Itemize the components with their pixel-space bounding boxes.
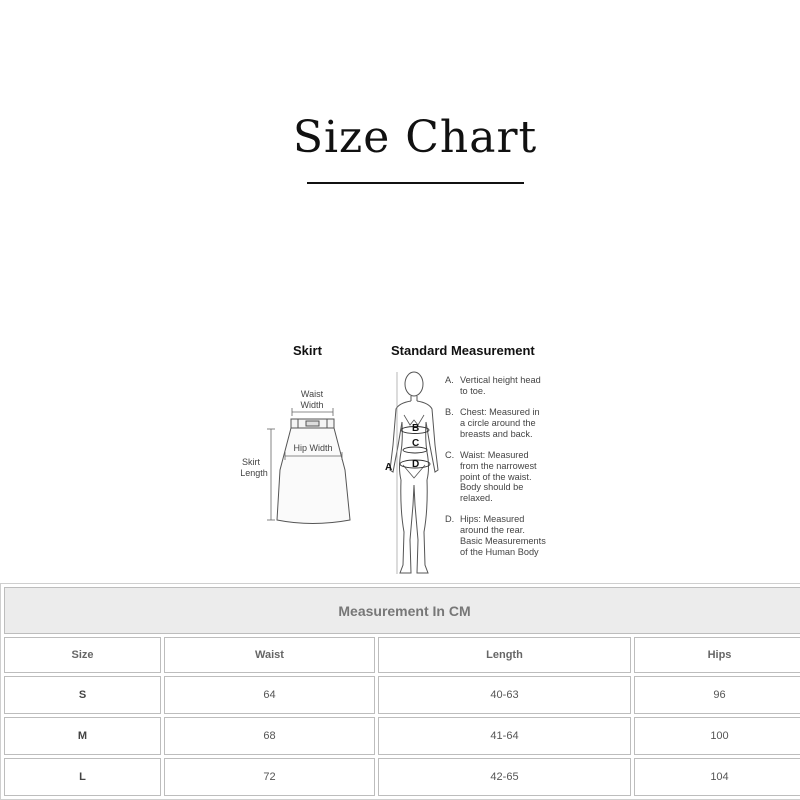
header-size: Size: [4, 637, 161, 673]
waist-cell: 68: [164, 717, 375, 755]
note-b-line: Chest: Measured in: [460, 407, 540, 417]
note-c-line: point of the waist.: [460, 472, 532, 482]
note-d-line: Basic Measurements: [460, 536, 546, 546]
waist-cell: 72: [164, 758, 375, 796]
note-a-line: Vertical height head: [460, 375, 541, 385]
skirt-length-label: Skirt: [242, 457, 260, 467]
skirt-heading: Skirt: [293, 343, 322, 358]
waist-width-label: Waist: [300, 389, 324, 399]
length-cell: 41-64: [378, 717, 631, 755]
table-caption: Measurement In CM: [4, 587, 800, 634]
hip-width-label: Hip Width: [293, 443, 333, 453]
size-cell: S: [4, 676, 161, 714]
length-cell: 40-63: [378, 676, 631, 714]
table-row: [4, 717, 800, 755]
hips-cell: 104: [634, 758, 800, 796]
note-b-line: a circle around the: [460, 418, 536, 428]
size-cell: L: [4, 758, 161, 796]
table-caption-row: [4, 587, 800, 634]
marker-a: A: [385, 462, 393, 473]
body-measure-lines: [397, 372, 430, 574]
table-row: [4, 676, 800, 714]
hips-cell: 100: [634, 717, 800, 755]
note-letter-a: A.: [445, 375, 454, 385]
standard-measurement-heading: Standard Measurement: [391, 343, 535, 358]
note-c-line: Waist: Measured: [460, 450, 529, 460]
table-row: [4, 758, 800, 796]
header-hips: Hips: [634, 637, 800, 673]
marker-c: C: [412, 438, 420, 449]
note-letter-d: D.: [445, 514, 455, 524]
table-header-row: [4, 637, 800, 673]
note-d-line: around the rear.: [460, 525, 525, 535]
skirt-illustration: [277, 419, 350, 524]
note-c-line: from the narrowest: [460, 461, 537, 471]
measurement-notes: [445, 375, 546, 557]
page-title: Size Chart: [292, 112, 538, 163]
size-cell: M: [4, 717, 161, 755]
length-cell: 42-65: [378, 758, 631, 796]
note-d-line: Hips: Measured: [460, 514, 525, 524]
marker-b: B: [412, 423, 420, 434]
waist-width-label: Width: [300, 400, 324, 410]
hips-cell: 96: [634, 676, 800, 714]
note-c-line: relaxed.: [460, 493, 493, 503]
measurement-diagram: [0, 330, 800, 580]
note-a-line: to toe.: [460, 386, 486, 396]
title-underline: [307, 182, 524, 184]
note-d-line: of the Human Body: [460, 547, 539, 557]
waist-cell: 64: [164, 676, 375, 714]
header-waist: Waist: [164, 637, 375, 673]
skirt-length-label: Length: [240, 468, 268, 478]
note-b-line: breasts and back.: [460, 429, 533, 439]
note-c-line: Body should be: [460, 482, 524, 492]
marker-d: D: [412, 459, 420, 470]
size-table: [0, 583, 800, 800]
note-letter-c: C.: [445, 450, 455, 460]
header-length: Length: [378, 637, 631, 673]
note-letter-b: B.: [445, 407, 454, 417]
